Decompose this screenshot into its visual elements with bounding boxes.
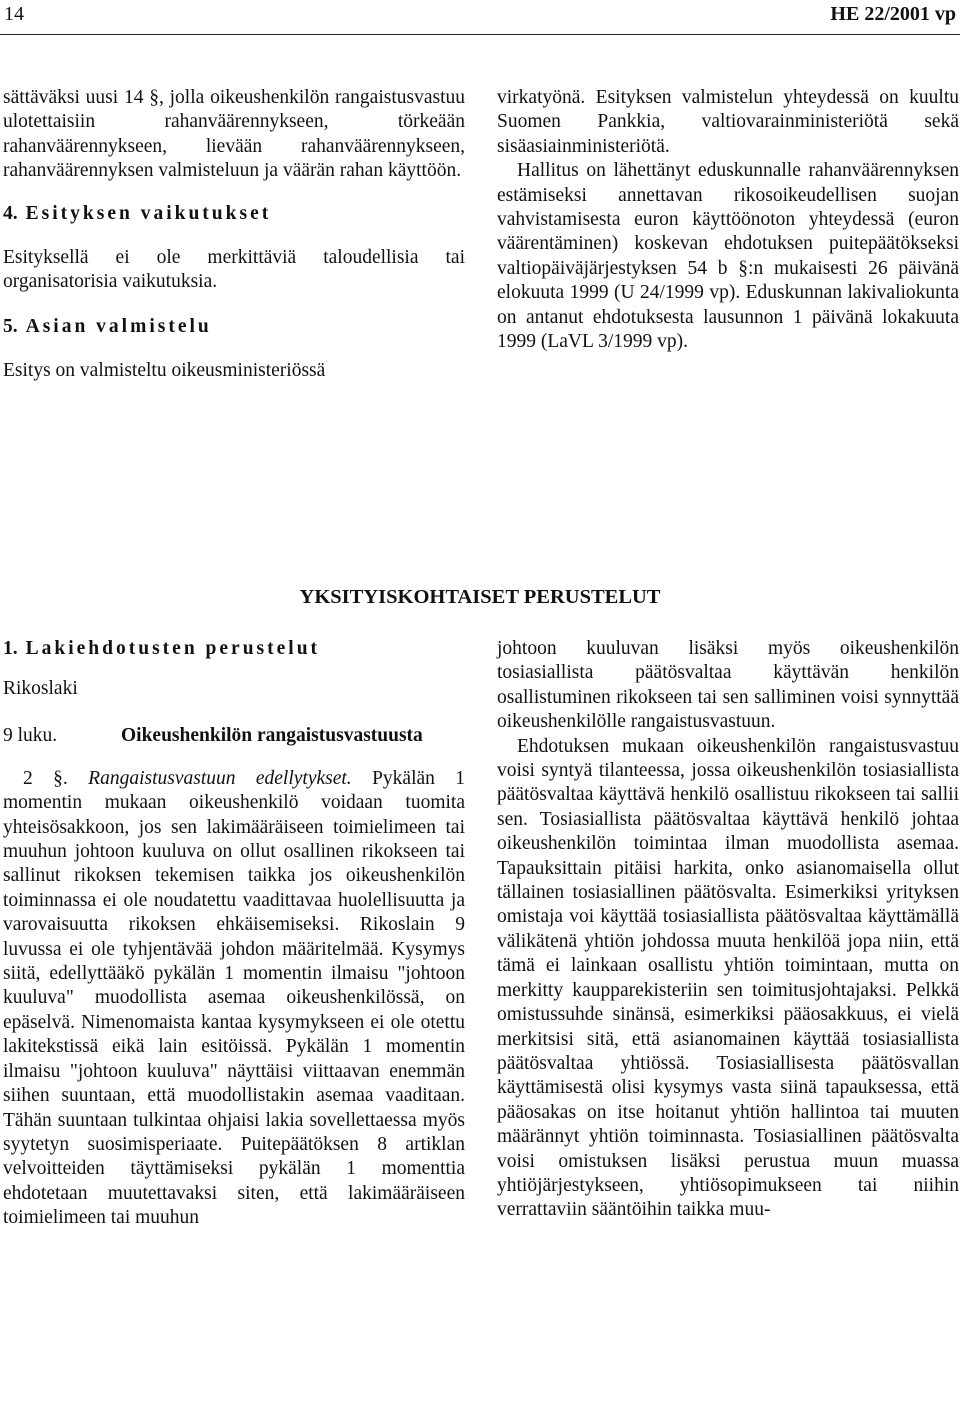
section-5-text: Esitys on valmisteltu oikeusministeriössä [3,360,326,382]
section-heading-1 [3,637,465,661]
section-number: 1. [3,638,18,659]
section-title: Esityksen vaikutukset [25,202,272,224]
chapter-heading [3,724,465,748]
section-2-paragraph [3,767,465,1231]
top-left-column [3,86,465,384]
paragraph-number: 2 §. [23,767,68,789]
proposal-paragraph: Ehdotuksen mukaan oikeushenkilön rangaistusvastuu voisi syntyä tilanteessa, jossa oikeushenkilön tosiasiallista päätösvaltaa käyttävä henkilö osallistuu rikokseen tai sallii sen. Tosiasiallista päätösvaltaa käyttävä henkilö johtaa oikeushenkilön toimintaa ilman muodollista asemaa. Tapauksittain pitäisi harkita, onko asianomaisella ollut tällainen tosiasiallinen päätösvalta. Esimerkiksi yrityksen omistaja voi käyttää tosiasiallista päätösvaltaa käyttämällä välikätenä yhtiön johdossa muuta henkilöä jopa niin, että tämä ei lainkaan osallistu yhtiön toimintaan, mutta on merkitty kaupparekisteriin sen toimitusjohtajaksi. Pelkkä omistussuhde sinänsä, esimerkiksi pääosakkuus, ei vielä merkitsisi sitä, että asianomainen käyttää tosiasiallista päätösvaltaa yhtiössä. Tosiasiallisesta päätösvallan käyttämisestä olisi kysymys vasta siinä tapauksessa, että pääosakas on itse hoitanut yhtiön hallintoa tai muuten määrännyt yhtiön toiminnasta. Tosiasiallinen päätösvalta voisi omistuksen lisäksi perustua muun muassa yhtiöjärjestykseen, yhtiösopimukseen tai niihin verrattaviin sääntöihin taikka muu- [497,735,959,1221]
main-title: YKSITYISKOHTAISET PERUSTELUT [299,586,661,608]
section-heading-5 [3,315,465,339]
law-name: Rikoslaki [3,678,78,700]
section-title: Asian valmistelu [25,315,212,337]
top-right-column [497,86,959,354]
continuation-paragraph: johtoon kuuluvan lisäksi myös oikeushenkilön tosiasiallista päätösvaltaa käyttävän henkilön osallistuminen rikokseen tai sen salliminen voisi synnyttää oikeushenkilölle rangaistusvastuun. [497,638,959,733]
section-heading-4 [3,202,465,226]
preparation-paragraph: virkatyönä. Esityksen valmistelun yhteydessä on kuultu Suomen Pankkia, valtiovarainministeriötä sekä sisäasiainministeriötä. [497,87,959,157]
section-title: Lakiehdotusten perustelut [25,638,321,659]
intro-paragraph: sättäväksi uusi 14 §, jolla oikeushenkilön rangaistusvastuu ulotettaisiin rahanväärennykseen, törkeään rahanväärennykseen, lievään rahanväärennykseen, rahanväärennyksen valmisteluun ja väärän rahan käyttöön. [3,87,465,182]
bottom-left-column [3,637,465,1231]
chapter-number: 9 luku. [3,724,58,746]
bottom-right-column [497,637,959,1223]
government-paragraph: Hallitus on lähettänyt eduskunnalle rahanväärennyksen estämiseksi annettavan rikosoikeudellisen suojan vahvistamisesta euron käyttöönoton yhteydessä (euron väärentäminen) koskevan ehdotuksen puitepäätökseksi valtiopäiväjärjestyksen 54 b §:n mukaisesti 26 päivänä elokuuta 1999 (U 24/1999 vp). Eduskunnan lakivaliokunta on antanut ehdotuksesta lausunnon 1 päivänä lokakuuta 1999 (LaVL 3/1999 vp). [497,160,959,353]
document-id: HE 22/2001 vp [830,3,956,25]
page-number: 14 [4,3,24,25]
section-number: 4. [3,202,18,224]
paragraph-body: Pykälän 1 momentin mukaan oikeushenkilö voidaan tuomita yhteisösakkoon, jos sen lakimääräiseen toimielimeen tai muuhun johtoon kuuluva on ollut osallinen rikokseen tai sallinut rikoksen tekemisen taikka jos oikeushenkilön toiminnassa ei ole noudatettu vaadittavaa huolellisuutta ja varovaisuutta rikoksen ehkäisemiseksi. Rikoslain 9 luvussa ei ole tyhjentävää johdon määritelmää. Kysymys siitä, edellyttääkö pykälän 1 momentin ilmaisu "johtoon kuuluva" muodollista asemaa oikeushenkilössä, on epäselvä. Nimenomaista kantaa kysymykseen ei ole otettu lakitekstissä eikä lain esitöissä. Pykälän 1 momentin ilmaisu "johtoon kuuluva" näyttäisi viittaavan enemmän siihen suuntaan, että muodollistakin asemaa vaaditaan. Tähän suuntaan tulkintaa ohjaisi lakia sovellettaessa myös syytetyn suosimisperiaate. Puitepäätöksen 8 artiklan velvoitteiden täyttämiseksi pykälän 1 momenttia ehdotetaan muutettavaksi siten, että lakimääräiseen toimielimeen tai muuhun [3,767,466,1229]
section-number: 5. [3,315,18,337]
chapter-title: Oikeushenkilön rangaistusvastuusta [121,724,423,746]
header-rule [0,34,960,35]
section-4-text: Esityksellä ei ole merkittäviä taloudellisia tai organisatorisia vaikutuksia. [3,247,465,293]
paragraph-title: Rangaistusvastuun edellytykset. [88,767,352,789]
